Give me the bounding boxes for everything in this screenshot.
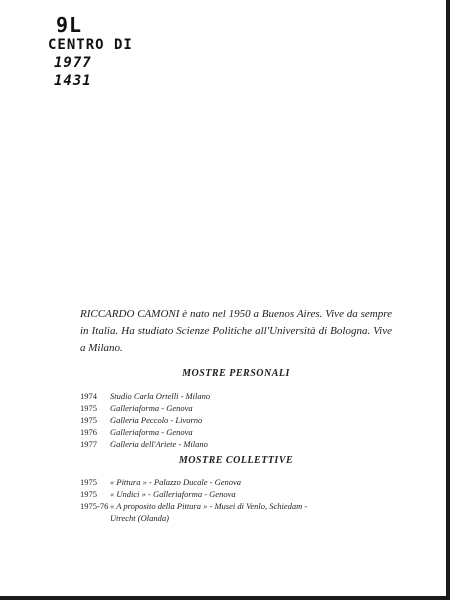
list-item — [80, 414, 400, 426]
exhibition-year: 1975 — [80, 403, 97, 413]
exhibition-venue: Galleriaforma - Genova — [110, 403, 193, 413]
personal-exhibitions-title: MOSTRE PERSONALI — [182, 368, 290, 379]
handwritten-note-number: 1431 — [54, 73, 92, 89]
group-exhibitions-list — [80, 476, 400, 524]
exhibition-venue: Studio Carla Ortelli - Milano — [110, 391, 211, 401]
list-item — [80, 488, 400, 500]
handwritten-note-year: 1977 — [54, 55, 92, 71]
list-item — [80, 402, 400, 414]
list-item — [80, 390, 400, 402]
exhibition-venue: Galleria Peccolo - Livorno — [110, 415, 203, 425]
list-item — [80, 438, 400, 450]
list-item-continuation — [80, 512, 400, 524]
list-item — [80, 500, 400, 512]
handwritten-notes — [46, 14, 156, 90]
artist-biography: RICCARDO CAMONI è nato nel 1950 a Buenos Aires. Vive da sempre in Italia. Ha studiato Scienze Politiche all'Università di Bologna. Vive a Milano. — [80, 308, 392, 354]
exhibition-year: 1975-76 — [80, 501, 109, 511]
exhibition-year: 1974 — [80, 391, 97, 401]
handwritten-note-code: 9L — [56, 13, 83, 37]
page-edge-bottom — [0, 596, 450, 600]
group-exhibitions-title: MOSTRE COLLETTIVE — [178, 455, 294, 466]
exhibition-venue: « Pittura » - Palazzo Ducale - Genova — [110, 477, 242, 487]
exhibition-venue: « A proposito della Pittura » - Musei di Venlo, Schiedam - — [110, 501, 308, 511]
handwritten-note-publisher: CENTRO DI — [48, 37, 133, 53]
exhibition-year: 1977 — [80, 439, 97, 449]
exhibition-venue: Galleriaforma - Genova — [110, 427, 193, 437]
exhibition-venue: Galleria dell'Ariete - Milano — [110, 439, 208, 449]
exhibition-year: 1976 — [80, 427, 97, 437]
list-item — [80, 426, 400, 438]
exhibition-year: 1975 — [80, 489, 97, 499]
exhibition-venue-continuation: Utrecht (Olanda) — [110, 513, 169, 523]
exhibition-year: 1975 — [80, 477, 97, 487]
page-edge-right — [446, 0, 450, 600]
exhibition-venue: « Undici » - Galleriaforma - Genova — [110, 489, 236, 499]
exhibition-year: 1975 — [80, 415, 97, 425]
personal-exhibitions-list — [80, 390, 400, 450]
list-item — [80, 476, 400, 488]
